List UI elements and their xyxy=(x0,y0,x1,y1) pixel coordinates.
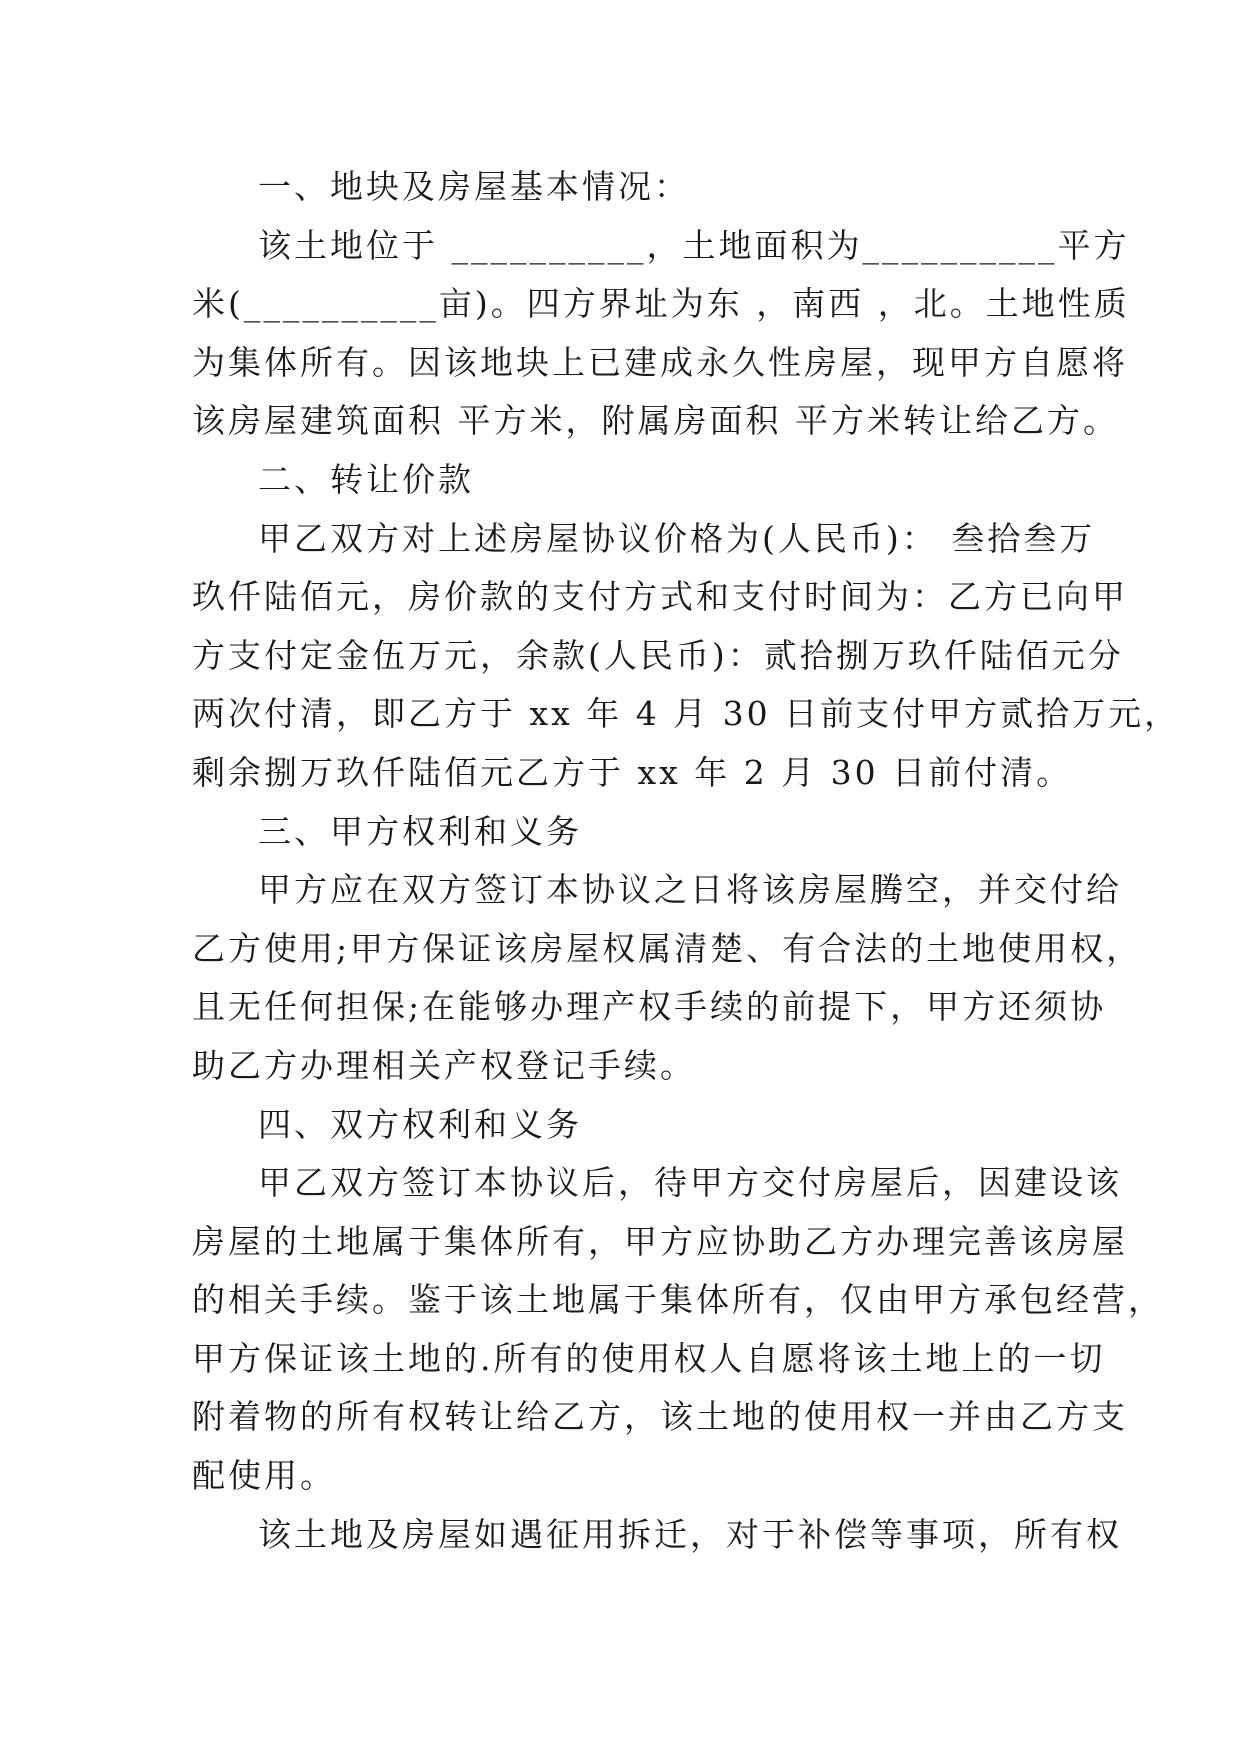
paragraph-line: 方支付定金伍万元，余款(人民币)：贰拾捌万玖仟陆佰元分 xyxy=(192,635,1124,675)
document-body xyxy=(192,158,1181,1564)
section-heading-4: 四、双方权利和义务 xyxy=(258,1104,582,1144)
section-heading-3: 三、甲方权利和义务 xyxy=(258,811,582,851)
paragraph-line: 助乙方办理相关产权登记手续。 xyxy=(192,1045,696,1085)
paragraph-line: 甲乙双方签订本协议后，待甲方交付房屋后，因建设该 xyxy=(258,1163,1122,1203)
paragraph-line: 米(__________亩)。四方界址为东 ，南西 ，北。土地性质 xyxy=(192,284,1130,324)
paragraph-line: 附着物的所有权转让给乙方，该土地的使用权一并由乙方支 xyxy=(192,1397,1128,1437)
paragraph-line: 配使用。 xyxy=(192,1456,336,1496)
paragraph-line: 剩余捌万玖仟陆佰元乙方于 xx 年 2 月 30 日前付清。 xyxy=(192,752,1073,792)
paragraph-line: 且无任何担保;在能够办理产权手续的前提下，甲方还须协 xyxy=(192,987,1107,1027)
section-heading-2: 二、转让价款 xyxy=(258,459,474,499)
paragraph-line: 甲方保证该土地的.所有的使用权人自愿将该土地上的一切 xyxy=(192,1338,1106,1378)
paragraph-line: 的相关手续。鉴于该土地属于集体所有，仅由甲方承包经营， xyxy=(192,1280,1164,1320)
paragraph-line: 玖仟陆佰元，房价款的支付方式和支付时间为：乙方已向甲 xyxy=(192,577,1128,617)
paragraph-line: 为集体所有。因该地块上已建成永久性房屋，现甲方自愿将 xyxy=(192,342,1128,382)
section-heading-1: 一、地块及房屋基本情况： xyxy=(258,167,690,206)
paragraph-line: 该房屋建筑面积 平方米，附属房面积 平方米转让给乙方。 xyxy=(192,401,1119,441)
paragraph-line: 两次付清，即乙方于 xx 年 4 月 30 日前支付甲方贰拾万元， xyxy=(192,694,1181,734)
paragraph-line: 甲乙双方对上述房屋协议价格为(人民币)： 叁拾叁万 xyxy=(258,518,1096,558)
paragraph-line: 乙方使用;甲方保证该房屋权属清楚、有合法的土地使用权， xyxy=(192,928,1143,968)
paragraph-line: 甲方应在双方签订本协议之日将该房屋腾空，并交付给 xyxy=(258,870,1122,910)
paragraph-line: 房屋的土地属于集体所有，甲方应协助乙方办理完善该房屋 xyxy=(192,1221,1128,1261)
paragraph-line: 该土地位于 __________，土地面积为__________平方 xyxy=(258,225,1130,265)
paragraph-line: 该土地及房屋如遇征用拆迁，对于补偿等事项，所有权 xyxy=(258,1514,1122,1554)
